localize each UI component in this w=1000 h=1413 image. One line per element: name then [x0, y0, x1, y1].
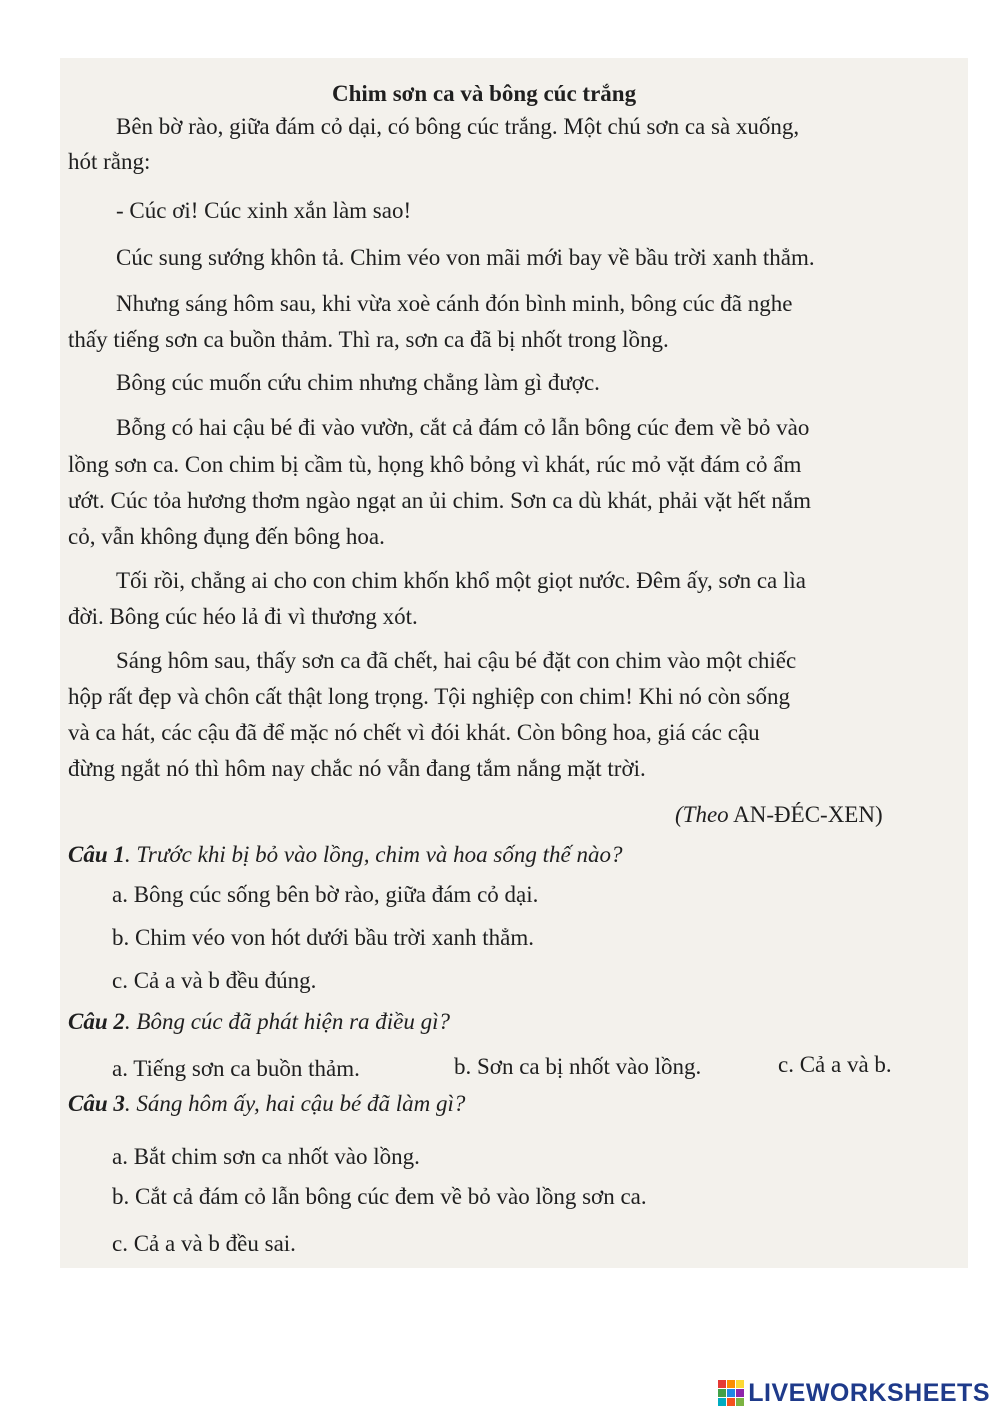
answer-option[interactable]: c. Cả a và b.	[778, 1052, 892, 1077]
story-line: Bông cúc muốn cứu chim nhưng chẳng làm gì được.	[116, 370, 600, 395]
story-line: Cúc sung sướng khôn tả. Chim véo von mãi mới bay về bầu trời xanh thẳm.	[116, 245, 815, 270]
question-text: . Sáng hôm ấy, hai cậu bé đã làm gì?	[124, 1091, 466, 1116]
question-number: Câu 1	[68, 842, 125, 867]
story-line: Sáng hôm sau, thấy sơn ca đã chết, hai cậu bé đặt con chim vào một chiếc	[116, 648, 797, 673]
story-line: lồng sơn ca. Con chim bị cầm tù, họng khô bỏng vì khát, rúc mỏ vặt đám cỏ ẩm	[68, 452, 802, 477]
question-number: Câu 3	[68, 1091, 125, 1116]
answer-option[interactable]: b. Chim véo von hót dưới bầu trời xanh thẳm.	[112, 925, 534, 950]
story-line: hót rằng:	[68, 149, 151, 174]
answer-option[interactable]: c. Cả a và b đều đúng.	[112, 968, 317, 993]
story-credit	[675, 801, 883, 829]
question-1	[68, 841, 622, 869]
liveworksheets-logo-icon	[718, 1380, 744, 1406]
story-line: và ca hát, các cậu đã để mặc nó chết vì đói khát. Còn bông hoa, giá các cậu	[68, 720, 760, 745]
worksheet-page	[60, 58, 968, 1268]
answer-option[interactable]: c. Cả a và b đều sai.	[112, 1231, 296, 1256]
credit-author: AN-ĐÉC-XEN)	[733, 802, 883, 827]
story-line: Tối rồi, chẳng ai cho con chim khốn khổ một giọt nước. Đêm ấy, sơn ca lìa	[116, 568, 806, 593]
credit-prefix: (Theo	[675, 802, 729, 827]
story-line: Bên bờ rào, giữa đám cỏ dại, có bông cúc trắng. Một chú sơn ca sà xuống,	[116, 114, 800, 139]
story-line: ướt. Cúc tỏa hương thơm ngào ngạt an ủi chim. Sơn ca dù khát, phải vặt hết nắm	[68, 488, 811, 513]
story-line: hộp rất đẹp và chôn cất thật long trọng. Tội nghiệp con chim! Khi nó còn sống	[68, 684, 791, 709]
watermark-text: LIVEWORKSHEETS	[748, 1378, 990, 1407]
story-line: cỏ, vẫn không đụng đến bông hoa.	[68, 524, 385, 549]
question-3	[68, 1090, 465, 1118]
story-line: đừng ngắt nó thì hôm nay chắc nó vẫn đang tắm nắng mặt trời.	[68, 756, 646, 781]
story-line: Nhưng sáng hôm sau, khi vừa xoè cánh đón bình minh, bông cúc đã nghe	[116, 291, 793, 316]
story-line: Bỗng có hai cậu bé đi vào vườn, cắt cả đám cỏ lẫn bông cúc đem về bỏ vào	[116, 415, 810, 440]
answer-option[interactable]: a. Bông cúc sống bên bờ rào, giữa đám cỏ dại.	[112, 882, 539, 907]
question-text: . Bông cúc đã phát hiện ra điều gì?	[124, 1009, 451, 1034]
story-line: đời. Bông cúc héo lả đi vì thương xót.	[68, 604, 418, 629]
answer-option[interactable]: b. Cắt cả đám cỏ lẫn bông cúc đem về bỏ vào lồng sơn ca.	[112, 1184, 647, 1209]
story-title: Chim sơn ca và bông cúc trắng	[332, 81, 637, 106]
question-number: Câu 2	[68, 1009, 125, 1034]
question-text: . Trước khi bị bỏ vào lồng, chim và hoa sống thế nào?	[124, 842, 623, 867]
liveworksheets-watermark	[718, 1379, 990, 1407]
answer-option[interactable]: a. Tiếng sơn ca buồn thảm.	[112, 1056, 360, 1081]
story-line: thấy tiếng sơn ca buồn thảm. Thì ra, sơn ca đã bị nhốt trong lồng.	[68, 327, 669, 352]
question-2	[68, 1008, 450, 1036]
story-line: - Cúc ơi! Cúc xinh xắn làm sao!	[116, 198, 412, 223]
answer-option[interactable]: b. Sơn ca bị nhốt vào lồng.	[454, 1054, 702, 1079]
answer-option[interactable]: a. Bắt chim sơn ca nhốt vào lồng.	[112, 1144, 420, 1169]
